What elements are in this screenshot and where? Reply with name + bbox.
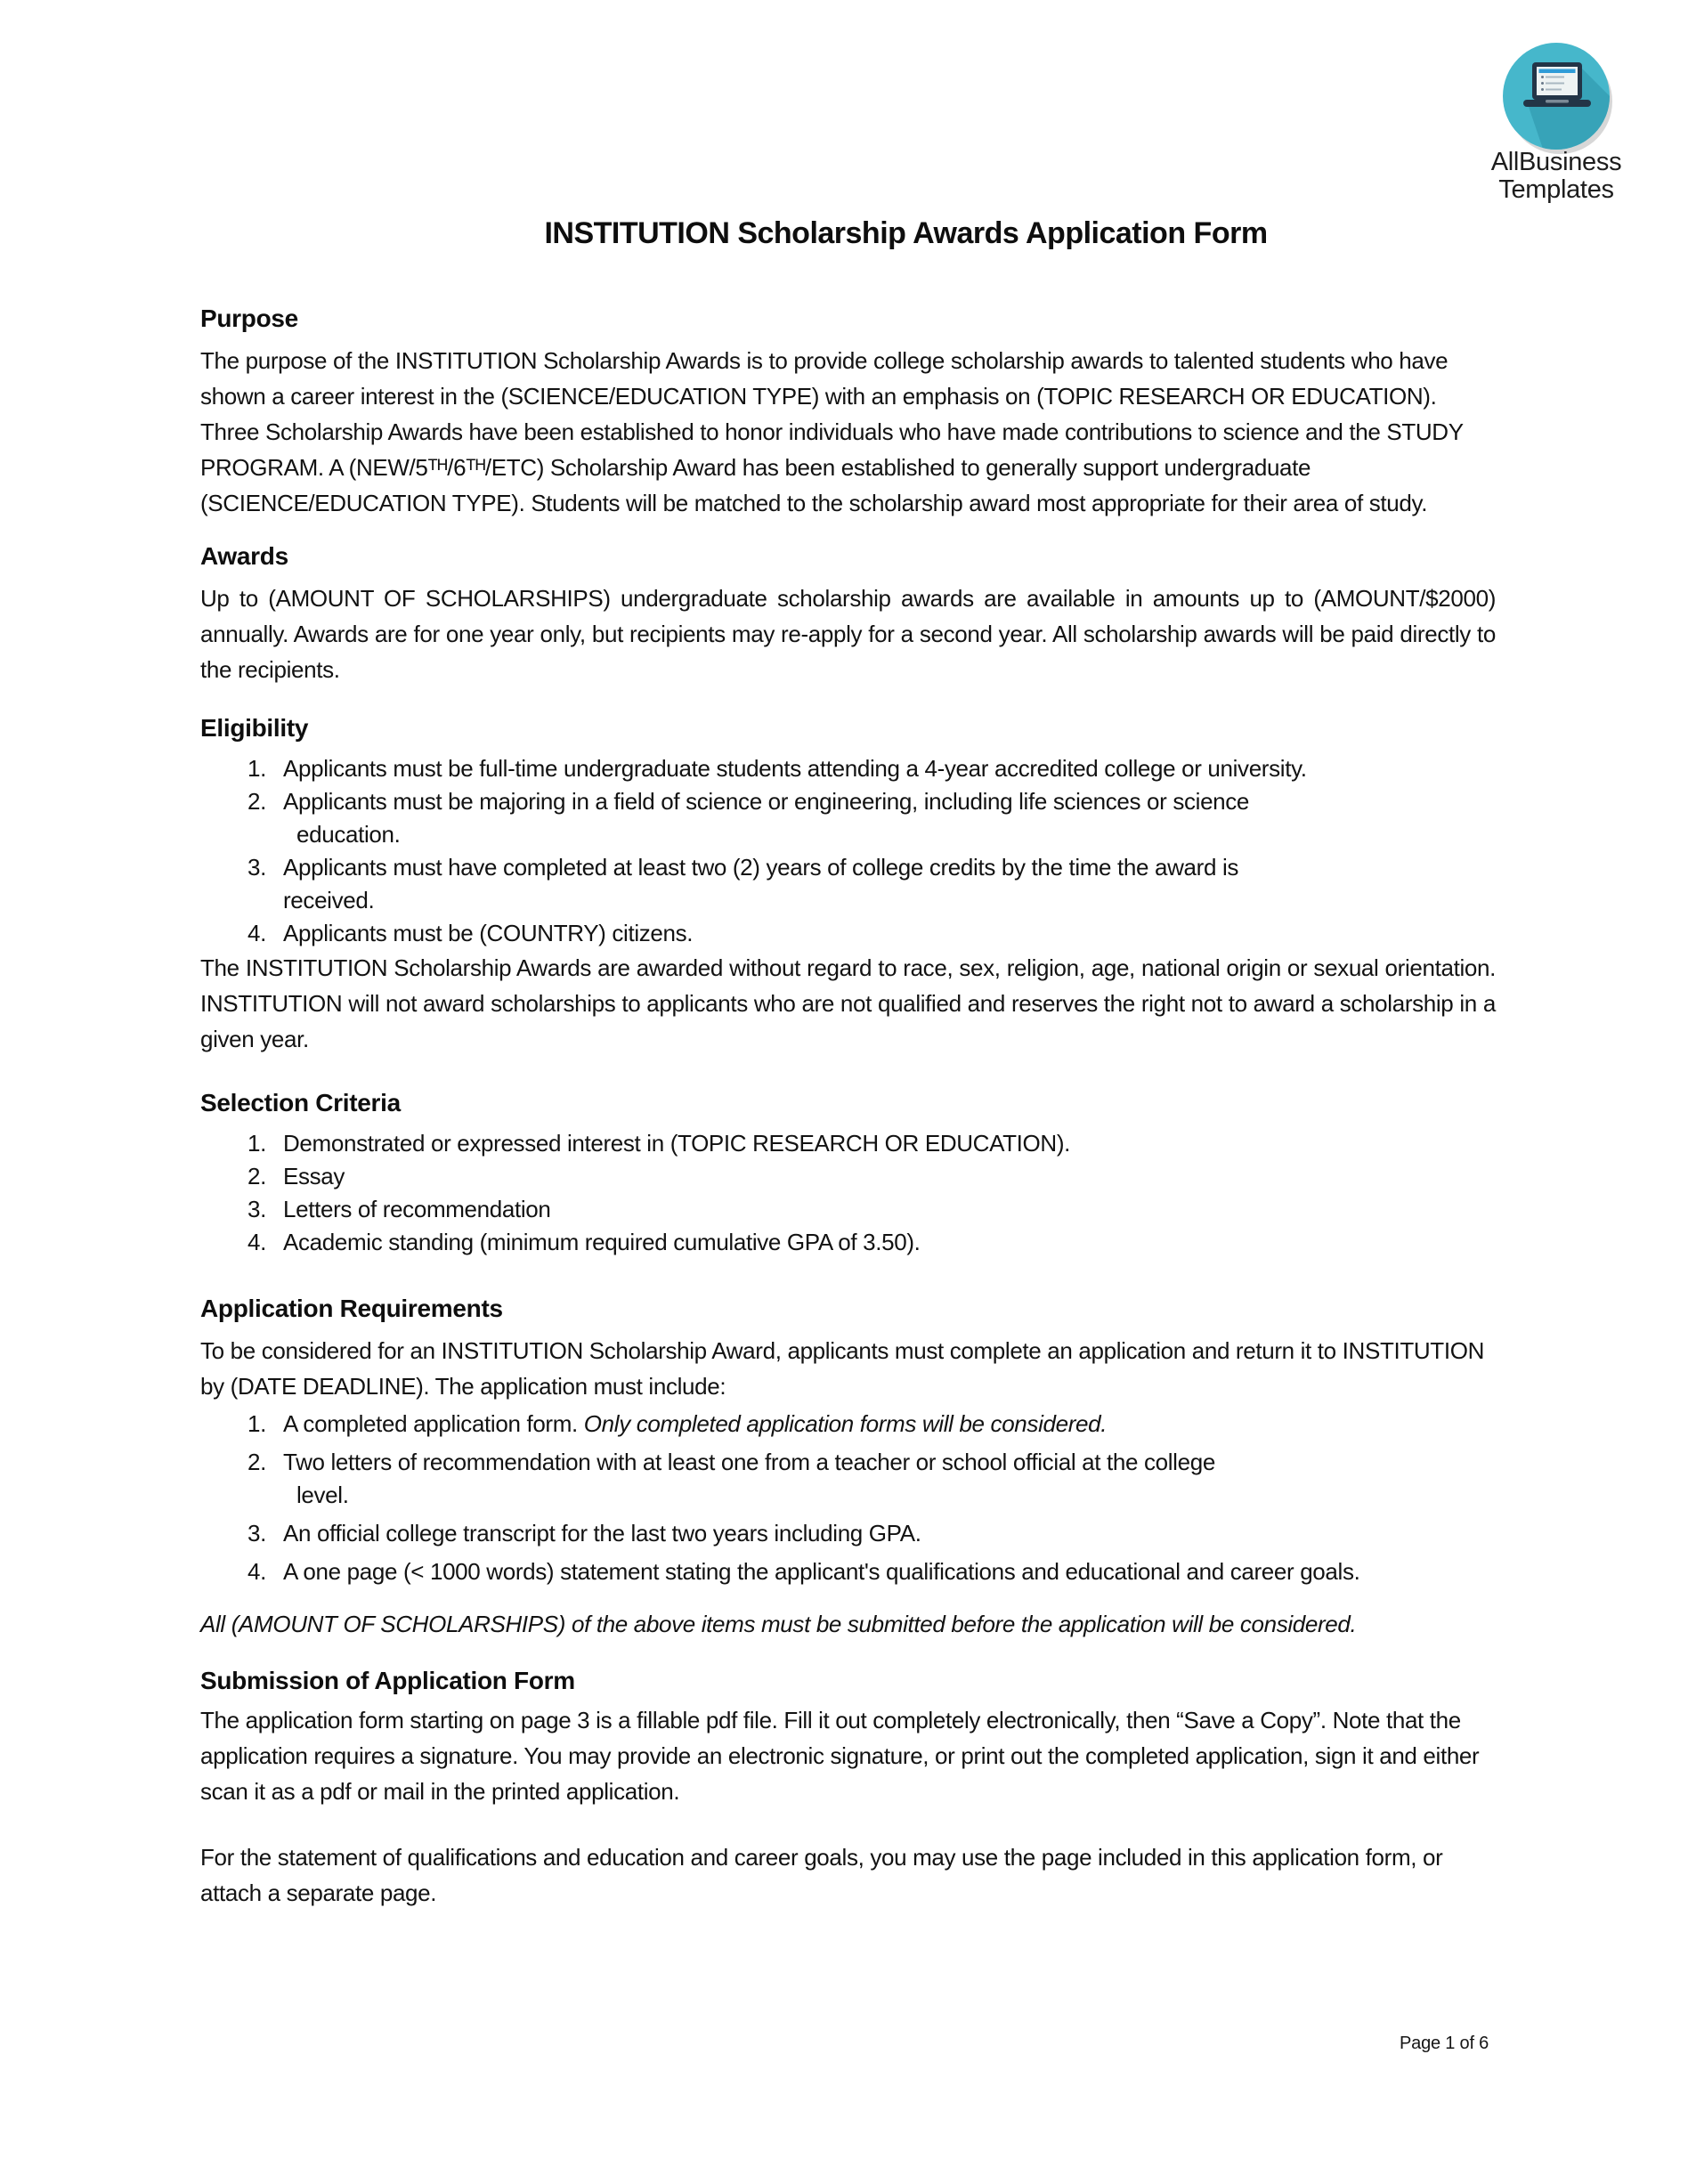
wrapped-line: received. — [283, 887, 375, 913]
list-number: 3. — [248, 854, 266, 881]
application-item-1: 1. A completed application form. Only completed application forms will be considered. — [200, 1408, 1496, 1441]
application-requirements-list — [200, 1408, 1496, 1588]
selection-item-1: 1. Demonstrated or expressed interest in (TOPIC RESEARCH OR EDUCATION). — [200, 1127, 1496, 1160]
list-number: 1. — [248, 1130, 266, 1157]
submission-paragraph-1: The application form starting on page 3 is a fillable pdf file. Fill it out completely electronically, then “Save a Copy”. Note that the application requires a signature. You may provide an electronic signature, or print out the completed application, sign it and either scan it as a pdf or mail in the printed application. — [200, 1707, 1480, 1805]
awards-paragraph: Up to (AMOUNT OF SCHOLARSHIPS) undergraduate scholarship awards are available in amounts up to (AMOUNT/$2000) annually. Awards are for one year only, but recipients may re-apply for a second year. All scholarship awards will be paid directly to the recipients. — [200, 585, 1496, 683]
selection-item-2: 2. Essay — [200, 1160, 1496, 1193]
list-number: 1. — [248, 1410, 266, 1437]
logo-line-2: Templates — [1498, 175, 1614, 204]
application-intro-paragraph: To be considered for an INSTITUTION Scholarship Award, applicants must complete an application and return it to INSTITUTION by (DATE DEADLINE). The application must include: — [200, 1337, 1485, 1400]
page-title: INSTITUTION Scholarship Awards Application Form — [544, 216, 1268, 250]
section-heading-purpose: Purpose — [200, 304, 298, 332]
section-heading-selection-criteria: Selection Criteria — [200, 1089, 401, 1116]
logo-line-1: AllBusiness — [1490, 148, 1622, 176]
list-number: 2. — [248, 1163, 266, 1189]
purpose-paragraph: The purpose of the INSTITUTION Scholarship Awards is to provide college scholarship awards to talented students who have shown a career interest in the (SCIENCE/EDUCATION TYPE) with an emphasis on (TOPIC RESEARCH OR EDUCATION). Three Scholarship Awards have been established to honor individuals who have made contributions to science and the STUDY PROGRAM. A (NEW/5ᵀᴴ/6ᵀᴴ/ETC) Scholarship Award has been established to generally support undergraduate (SCIENCE/EDUCATION TYPE). Students will be matched to the scholarship award most appropriate for their area of study. — [200, 347, 1464, 516]
all-items-required-note: All (AMOUNT OF SCHOLARSHIPS) of the above items must be submitted before the application will be considered. — [200, 1611, 1357, 1637]
eligibility-list — [200, 752, 1496, 950]
list-number: 4. — [248, 920, 266, 946]
selection-item-3: 3. Letters of recommendation — [200, 1193, 1496, 1226]
eligibility-item-3: 3. Applicants must have completed at least two (2) years of college credits by the time the award is received. — [200, 851, 1496, 917]
document-content — [200, 0, 1496, 1911]
list-number: 2. — [248, 1449, 266, 1475]
section-heading-submission: Submission of Application Form — [200, 1667, 575, 1694]
italic-note: Only completed application forms will be considered. — [583, 1410, 1108, 1437]
eligibility-item-4: 4. Applicants must be (COUNTRY) citizens. — [200, 917, 1496, 950]
list-number: 2. — [248, 788, 266, 815]
section-heading-eligibility: Eligibility — [200, 714, 309, 742]
list-number: 3. — [248, 1196, 266, 1222]
application-item-4: 4. A one page (< 1000 words) statement stating the applicant's qualifications and educational and career goals. — [200, 1555, 1496, 1588]
selection-criteria-list — [200, 1127, 1496, 1259]
page-number-label: Page 1 of 6 — [1400, 2034, 1489, 2053]
wrapped-line: level. — [296, 1482, 349, 1508]
non-discrimination-paragraph: The INSTITUTION Scholarship Awards are awarded without regard to race, sex, religion, age, national origin or sexual orientation. INSTITUTION will not award scholarships to applicants who are not qualified and reserves the right not to award a scholarship in a given year. — [200, 954, 1496, 1052]
selection-item-4: 4. Academic standing (minimum required cumulative GPA of 3.50). — [200, 1226, 1496, 1259]
wrapped-line: education. — [296, 821, 401, 848]
submission-paragraph-2: For the statement of qualifications and education and career goals, you may use the page included in this application form, or attach a separate page. — [200, 1844, 1443, 1906]
eligibility-item-2: 2. Applicants must be majoring in a field of science or engineering, including life sciences or science education. — [200, 785, 1496, 851]
laptop-icon — [1498, 38, 1614, 154]
list-number: 1. — [248, 755, 266, 782]
section-heading-application-requirements: Application Requirements — [200, 1295, 503, 1322]
application-item-2: 2. Two letters of recommendation with at least one from a teacher or school official at the college level. — [200, 1446, 1496, 1512]
application-item-3: 3. An official college transcript for the last two years including GPA. — [200, 1517, 1496, 1550]
list-number: 4. — [248, 1229, 266, 1255]
list-number: 3. — [248, 1520, 266, 1547]
eligibility-item-1: 1. Applicants must be full-time undergraduate students attending a 4-year accredited college or university. — [200, 752, 1496, 785]
section-heading-awards: Awards — [200, 542, 288, 570]
allbusiness-logo — [1498, 38, 1614, 158]
list-number: 4. — [248, 1558, 266, 1585]
